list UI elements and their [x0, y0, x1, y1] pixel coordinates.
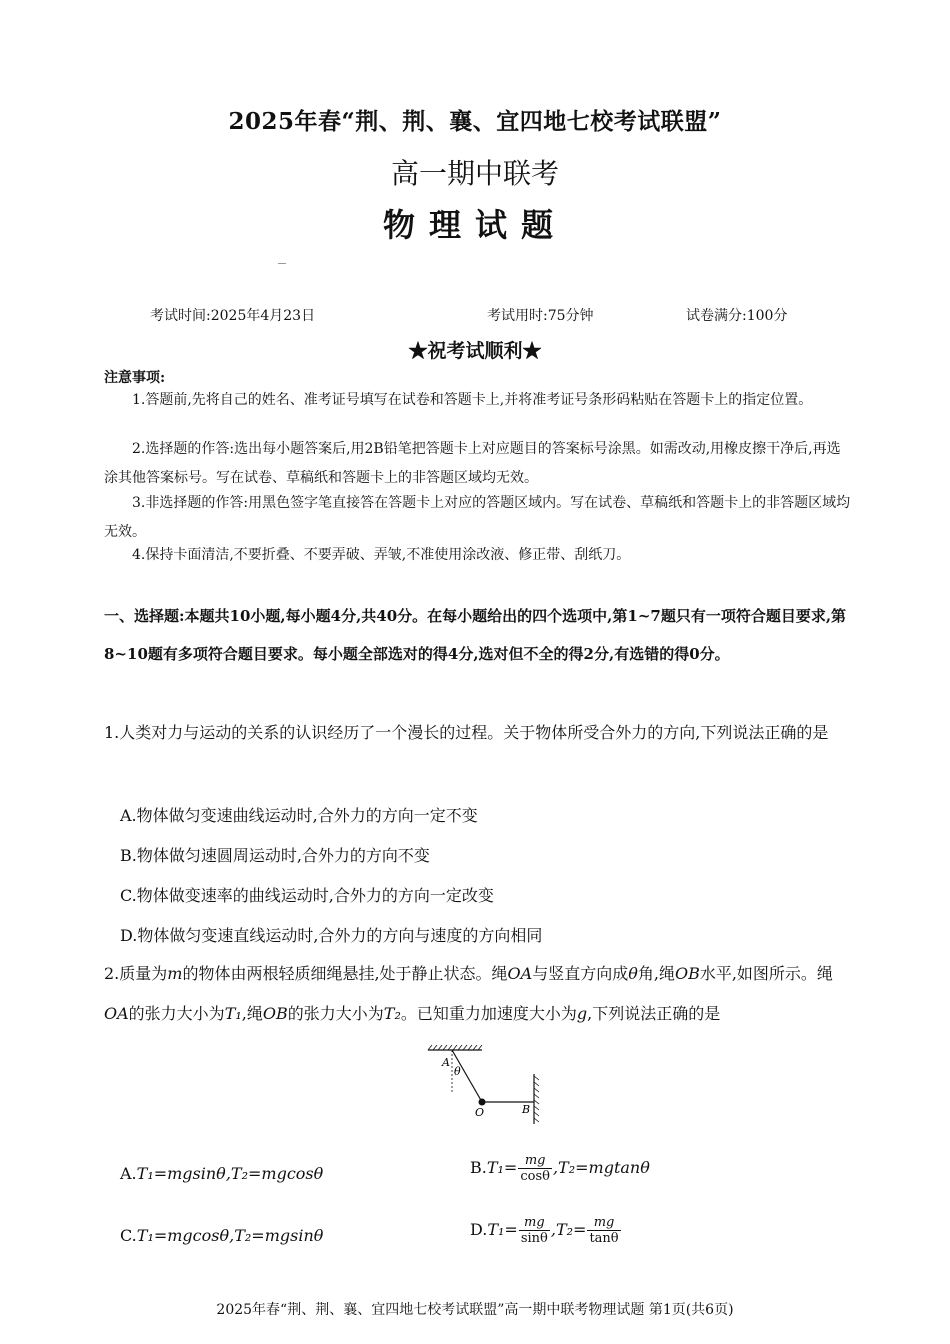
option-expr: T₁=: [487, 1220, 518, 1239]
fraction: [518, 1153, 552, 1184]
question-1-option-d: D.物体做匀变速直线运动时,合外力的方向与速度的方向相同: [120, 926, 543, 945]
stem-text: ,下列说法正确的是: [587, 1004, 721, 1023]
print-mark: [278, 263, 286, 264]
var-T1: T₁: [224, 1004, 242, 1023]
var-g: g: [576, 1004, 588, 1023]
stem-text: 的物体由两根轻质细绳悬挂,处于静止状态。绳: [182, 964, 508, 983]
question-1-stem: 1.人类对力与运动的关系的认识经历了一个漫长的过程。关于物体所受合外力的方向,下列说法正确的是: [104, 723, 829, 742]
option-expr: T₁=: [486, 1158, 518, 1177]
question-2-option-c: [120, 1226, 323, 1245]
fraction: [587, 1215, 620, 1246]
notice-item: 3.非选择题的作答:用黑色签字笔直接答在答题卡上对应的答题区域内。写在试卷、草稿纸和答题卡上的非答题区域均无效。: [104, 495, 851, 540]
option-label: B.: [470, 1158, 487, 1177]
var-theta: θ: [628, 964, 638, 983]
fraction: [519, 1215, 550, 1246]
var-OB: OB: [262, 1004, 288, 1023]
label-A: A: [442, 1056, 450, 1069]
rope-diagram: [420, 1044, 550, 1124]
option-expr: ,T₂=mgtanθ: [552, 1158, 650, 1177]
option-expr: T₂=mgsinθ: [234, 1226, 324, 1245]
question-2-option-d: [470, 1215, 622, 1246]
label-theta: θ: [454, 1065, 461, 1078]
stem-text: 的张力大小为: [287, 1004, 384, 1023]
question-1-option-a: A.物体做匀变速曲线运动时,合外力的方向一定不变: [120, 806, 478, 825]
numerator: mg: [518, 1153, 552, 1169]
denominator: tanθ: [589, 1231, 619, 1246]
wall-hatch: [534, 1076, 539, 1122]
stem-text: 与竖直方向成: [532, 964, 629, 983]
stem-text: 。已知重力加速度大小为: [400, 1004, 577, 1023]
exam-duration: 考试用时:75分钟: [487, 308, 594, 324]
denominator: sinθ: [520, 1231, 548, 1246]
exam-date: 考试时间:2025年4月23日: [150, 308, 316, 324]
good-luck-banner: ★祝考试顺利★: [408, 340, 542, 362]
question-2-option-b: [470, 1153, 650, 1184]
section-heading-text: 一、选择题:本题共10小题,每小题4分,共40分。在每小题给出的四个选项中,第1~7题只有一项符合题目要求,第8~10题有多项符合题目要求。每小题全部选对的得4分,选对但不全的得2分,有选错的得0分。: [104, 607, 847, 663]
notice-item: 1.答题前,先将自己的姓名、准考证号填写在试卷和答题卡上,并将准考证号条形码粘贴在答题卡上的指定位置。: [132, 392, 813, 408]
denominator: cosθ: [520, 1169, 550, 1184]
numerator: mg: [519, 1215, 550, 1231]
var-OA: OA: [104, 1004, 129, 1023]
stem-text: ,绳: [241, 1004, 263, 1023]
question-2-stem: [104, 954, 854, 1034]
exam-subtitle: 高一期中联考: [390, 157, 559, 190]
section-heading: [104, 597, 854, 673]
var-T2: T₂: [383, 1004, 401, 1023]
numerator: mg: [587, 1215, 620, 1231]
label-B: B: [522, 1103, 531, 1116]
exam-union-title: 2025年春“荆、荆、襄、宜四地七校考试联盟”: [228, 108, 722, 135]
option-label: D.: [470, 1220, 488, 1239]
option-label: C.: [120, 1226, 137, 1245]
stem-text: 2.质量为: [104, 964, 168, 983]
var-OB: OB: [674, 964, 700, 983]
page-footer: 2025年春“荆、荆、襄、宜四地七校考试联盟”高一期中联考物理试题 第1页(共6页): [216, 1302, 734, 1318]
stem-text: 角,绳: [637, 964, 675, 983]
subject-title: 物理试题: [382, 206, 567, 244]
option-expr: T₂=mgcosθ: [230, 1164, 324, 1183]
question-1-option-c: C.物体做变速率的曲线运动时,合外力的方向一定改变: [120, 886, 494, 905]
option-expr: ,T₂=: [550, 1220, 587, 1239]
label-O: O: [475, 1106, 485, 1119]
ceiling-hatch: [428, 1045, 482, 1050]
notice-heading: 注意事项:: [104, 370, 166, 386]
option-expr: T₁=mgcosθ,: [136, 1226, 235, 1245]
stem-text: 的张力大小为: [128, 1004, 225, 1023]
stem-text: 水平,如图所示。绳: [699, 964, 833, 983]
notice-item: 2.选择题的作答:选出每小题答案后,用2B铅笔把答题卡上对应题目的答案标号涂黑。如需改动,用橡皮擦干净后,再选涂其他答案标号。写在试卷、草稿纸和答题卡上的非答题区域均无效。: [104, 441, 841, 486]
full-score: 试卷满分:100分: [686, 308, 788, 324]
option-expr: T₁=mgsinθ,: [136, 1164, 231, 1183]
option-label: A.: [120, 1164, 137, 1183]
var-m: m: [167, 964, 183, 983]
notice-item: 4.保持卡面清洁,不要折叠、不要弄破、弄皱,不准使用涂改液、修正带、刮纸刀。: [132, 547, 631, 563]
var-OA: OA: [507, 964, 533, 983]
knot-O: [479, 1099, 486, 1106]
question-1-option-b: B.物体做匀速圆周运动时,合外力的方向不变: [120, 846, 430, 865]
question-2-option-a: [120, 1164, 323, 1183]
